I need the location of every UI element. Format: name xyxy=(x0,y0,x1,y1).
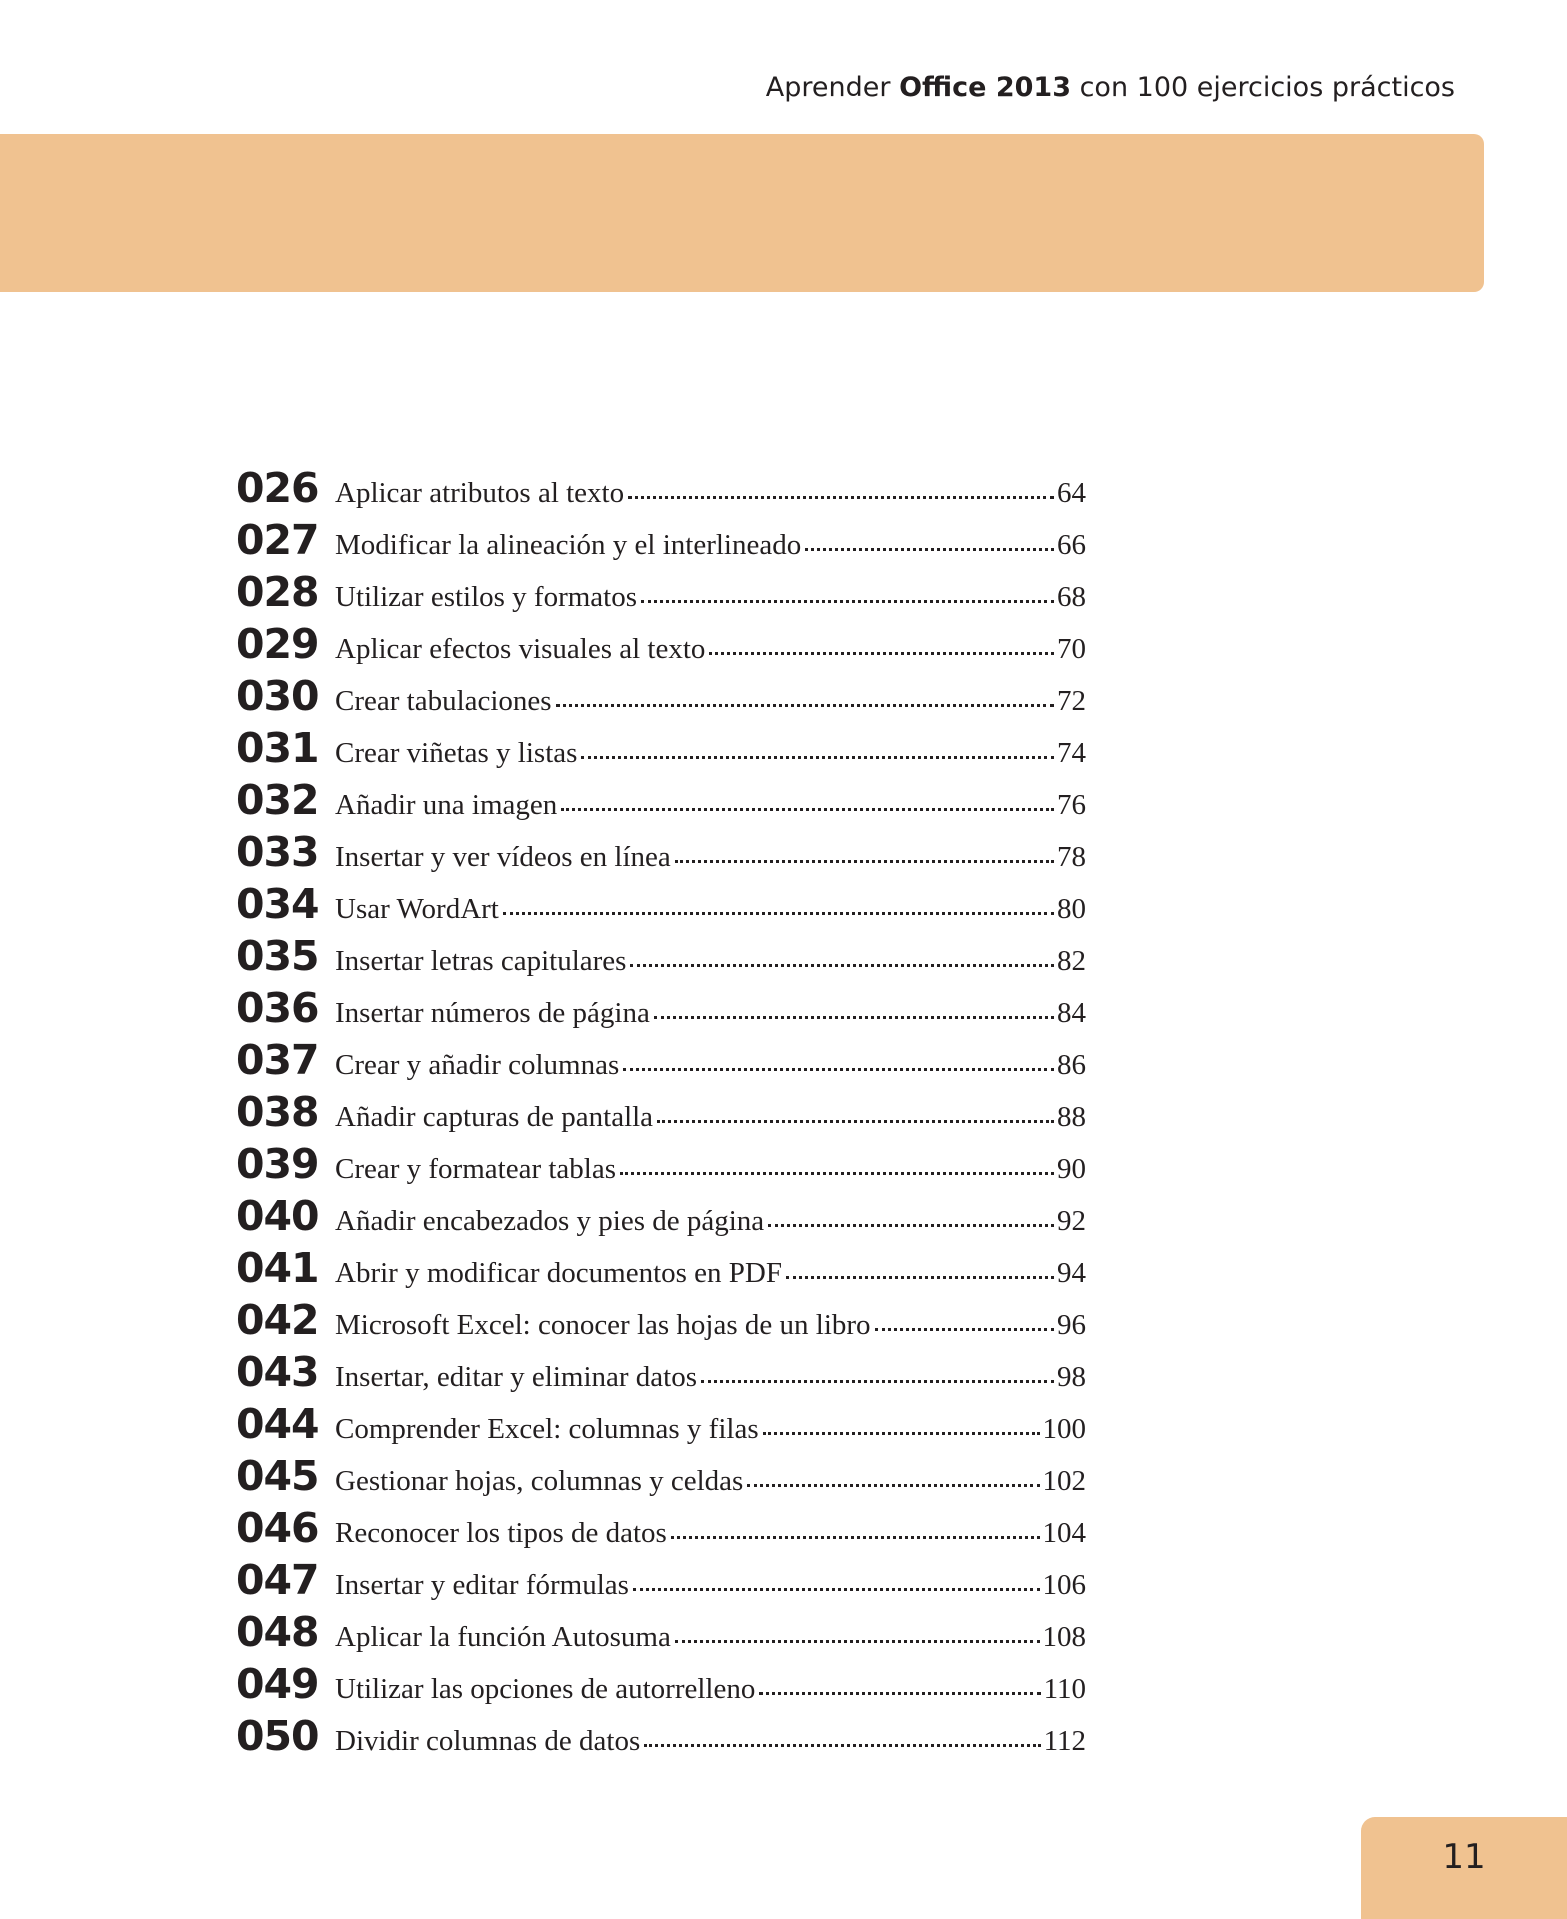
dot-leader xyxy=(747,1484,1039,1487)
page-ref: 104 xyxy=(1042,1517,1086,1549)
header-suffix: con 100 ejercicios prácticos xyxy=(1071,72,1455,103)
exercise-number: 028 xyxy=(236,568,319,616)
page-ref: 90 xyxy=(1057,1153,1086,1185)
page-ref: 82 xyxy=(1057,945,1086,977)
toc-entry xyxy=(236,724,1086,776)
toc-entry xyxy=(236,1296,1086,1348)
toc-entry xyxy=(236,1192,1086,1244)
dot-leader xyxy=(805,548,1054,551)
exercise-title: Modificar la alineación y el interlineado xyxy=(335,529,802,561)
dot-leader xyxy=(633,1588,1040,1591)
toc-entry xyxy=(236,1140,1086,1192)
header-bold-title: Office 2013 xyxy=(899,72,1071,103)
dot-leader xyxy=(630,964,1054,967)
exercise-number: 039 xyxy=(236,1140,319,1188)
exercise-number: 026 xyxy=(236,464,319,512)
exercise-title: Insertar y editar fórmulas xyxy=(335,1569,629,1601)
exercise-number: 035 xyxy=(236,932,319,980)
exercise-number: 030 xyxy=(236,672,319,720)
exercise-title: Abrir y modificar documentos en PDF xyxy=(335,1257,783,1289)
exercise-number: 045 xyxy=(236,1452,319,1500)
toc-entry xyxy=(236,1712,1086,1764)
page-number-tab xyxy=(1361,1817,1567,1919)
exercise-number: 032 xyxy=(236,776,319,824)
dot-leader xyxy=(657,1120,1054,1123)
exercise-number: 043 xyxy=(236,1348,319,1396)
page-ref: 66 xyxy=(1057,529,1086,561)
toc-entry xyxy=(236,1452,1086,1504)
toc-entry xyxy=(236,1556,1086,1608)
exercise-number: 049 xyxy=(236,1660,319,1708)
header-prefix: Aprender xyxy=(765,72,900,103)
dot-leader xyxy=(709,652,1054,655)
toc-entry xyxy=(236,1608,1086,1660)
exercise-title: Reconocer los tipos de datos xyxy=(335,1517,667,1549)
exercise-number: 047 xyxy=(236,1556,319,1604)
toc-entry xyxy=(236,464,1086,516)
toc-entry xyxy=(236,1504,1086,1556)
page-ref: 80 xyxy=(1057,893,1086,925)
page-ref: 76 xyxy=(1057,789,1086,821)
dot-leader xyxy=(561,808,1054,811)
page-ref: 102 xyxy=(1042,1465,1086,1497)
exercise-number: 042 xyxy=(236,1296,319,1344)
dot-leader xyxy=(768,1224,1054,1227)
exercise-title: Insertar, editar y eliminar datos xyxy=(335,1361,698,1393)
dot-leader xyxy=(675,1640,1040,1643)
exercise-number: 040 xyxy=(236,1192,319,1240)
exercise-title: Utilizar las opciones de autorrelleno xyxy=(335,1673,756,1705)
exercise-number: 031 xyxy=(236,724,319,772)
toc-entry xyxy=(236,1244,1086,1296)
page-ref: 86 xyxy=(1057,1049,1086,1081)
toc-entry xyxy=(236,880,1086,932)
page-ref: 64 xyxy=(1057,477,1086,509)
dot-leader xyxy=(759,1692,1040,1695)
page-ref: 96 xyxy=(1057,1309,1086,1341)
exercise-title: Añadir una imagen xyxy=(335,789,558,821)
dot-leader xyxy=(641,600,1054,603)
dot-leader xyxy=(623,1068,1054,1071)
exercise-title: Crear tabulaciones xyxy=(335,685,552,717)
exercise-number: 034 xyxy=(236,880,319,928)
exercise-title: Utilizar estilos y formatos xyxy=(335,581,638,613)
dot-leader xyxy=(644,1744,1040,1747)
exercise-number: 029 xyxy=(236,620,319,668)
dot-leader xyxy=(503,912,1054,915)
page-ref: 100 xyxy=(1042,1413,1086,1445)
toc-entry xyxy=(236,1088,1086,1140)
toc-entry xyxy=(236,828,1086,880)
page-ref: 88 xyxy=(1057,1101,1086,1133)
running-header xyxy=(766,72,1455,103)
dot-leader xyxy=(875,1328,1054,1331)
exercise-title: Insertar letras capitulares xyxy=(335,945,627,977)
toc-entry xyxy=(236,1400,1086,1452)
dot-leader xyxy=(786,1276,1054,1279)
toc-entry xyxy=(236,932,1086,984)
exercise-title: Añadir encabezados y pies de página xyxy=(335,1205,765,1237)
dot-leader xyxy=(581,756,1054,759)
header-band xyxy=(0,134,1484,292)
exercise-number: 050 xyxy=(236,1712,319,1760)
exercise-title: Aplicar atributos al texto xyxy=(335,477,625,509)
dot-leader xyxy=(620,1172,1054,1175)
toc-entry xyxy=(236,516,1086,568)
exercise-number: 027 xyxy=(236,516,319,564)
table-of-contents xyxy=(236,464,1086,1764)
exercise-number: 048 xyxy=(236,1608,319,1656)
exercise-title: Añadir capturas de pantalla xyxy=(335,1101,654,1133)
exercise-number: 046 xyxy=(236,1504,319,1552)
page-ref: 68 xyxy=(1057,581,1086,613)
toc-entry xyxy=(236,620,1086,672)
exercise-title: Aplicar efectos visuales al texto xyxy=(335,633,706,665)
page-ref: 110 xyxy=(1043,1673,1086,1705)
toc-entry xyxy=(236,1348,1086,1400)
exercise-title: Comprender Excel: columnas y filas xyxy=(335,1413,759,1445)
exercise-number: 041 xyxy=(236,1244,319,1292)
exercise-title: Microsoft Excel: conocer las hojas de un libro xyxy=(335,1309,871,1341)
exercise-title: Insertar números de página xyxy=(335,997,650,1029)
dot-leader xyxy=(628,496,1054,499)
page-ref: 84 xyxy=(1057,997,1086,1029)
exercise-title: Crear y formatear tablas xyxy=(335,1153,616,1185)
dot-leader xyxy=(675,860,1054,863)
toc-entry xyxy=(236,984,1086,1036)
exercise-title: Crear y añadir columnas xyxy=(335,1049,620,1081)
toc-entry xyxy=(236,568,1086,620)
page-number: 11 xyxy=(1442,1837,1486,1877)
dot-leader xyxy=(671,1536,1040,1539)
page-ref: 94 xyxy=(1057,1257,1086,1289)
exercise-number: 033 xyxy=(236,828,319,876)
exercise-title: Crear viñetas y listas xyxy=(335,737,578,769)
exercise-title: Insertar y ver vídeos en línea xyxy=(335,841,671,873)
exercise-number: 038 xyxy=(236,1088,319,1136)
page-ref: 98 xyxy=(1057,1361,1086,1393)
dot-leader xyxy=(654,1016,1054,1019)
page-ref: 92 xyxy=(1057,1205,1086,1237)
page-ref: 78 xyxy=(1057,841,1086,873)
page-ref: 72 xyxy=(1057,685,1086,717)
exercise-title: Usar WordArt xyxy=(335,893,499,925)
dot-leader xyxy=(701,1380,1054,1383)
dot-leader xyxy=(763,1432,1040,1435)
toc-entry xyxy=(236,672,1086,724)
page-ref: 106 xyxy=(1042,1569,1086,1601)
page-ref: 108 xyxy=(1042,1621,1086,1653)
dot-leader xyxy=(556,704,1054,707)
exercise-title: Gestionar hojas, columnas y celdas xyxy=(335,1465,744,1497)
exercise-number: 037 xyxy=(236,1036,319,1084)
exercise-title: Dividir columnas de datos xyxy=(335,1725,641,1757)
exercise-title: Aplicar la función Autosuma xyxy=(335,1621,671,1653)
toc-entry xyxy=(236,776,1086,828)
exercise-number: 044 xyxy=(236,1400,319,1448)
exercise-number: 036 xyxy=(236,984,319,1032)
page-ref: 74 xyxy=(1057,737,1086,769)
page-ref: 112 xyxy=(1043,1725,1086,1757)
page-ref: 70 xyxy=(1057,633,1086,665)
toc-entry xyxy=(236,1660,1086,1712)
toc-entry xyxy=(236,1036,1086,1088)
